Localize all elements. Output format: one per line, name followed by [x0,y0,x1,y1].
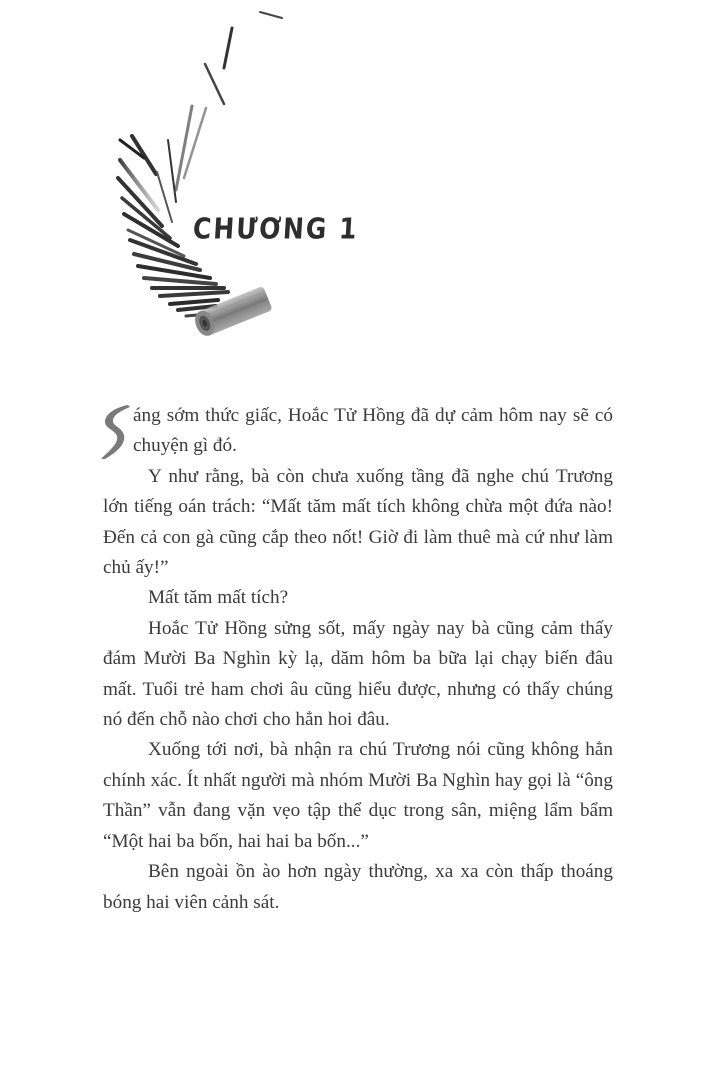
drop-cap-letter [133,401,134,402]
paragraph-text: áng sớm thức giấc, Hoắc Tử Hồng đã dự cảm hôm nay sẽ có chuyện gì đó. [133,405,613,457]
paragraph-2: Y như rằng, bà còn chưa xuống tầng đã nghe chú Trương lớn tiếng oán trách: “Mất tăm mất tích không chừa một đứa nào! Đến cả con gà cũng cắp theo nốt! Giờ đi làm thuê mà cứ như làm chủ ấy!” [103,465,613,579]
drop-cap-s-icon [99,403,131,461]
chapter-body [103,401,613,918]
chapter-title: CHƯƠNG 1 [191,212,360,246]
paragraph-6: Bên ngoài ồn ào hơn ngày thường, xa xa còn thấp thoáng bóng hai viên cảnh sát. [103,861,613,913]
brush-stroke-scroll-illustration [100,0,340,340]
paragraph-3: Mất tăm mất tích? [148,587,289,609]
paragraph-5: Xuống tới nơi, bà nhận ra chú Trương nói cũng không hẳn chính xác. Ít nhất người mà nhóm Mười Ba Nghìn hay gọi là “ông Thần” vẫn đang vặn vẹo tập thể dục trong sân, miệng lẩm bẩm “Một hai ba bốn, hai hai ba bốn...” [103,739,613,852]
paragraph-4: Hoắc Tử Hồng sửng sốt, mấy ngày nay bà cũng cảm thấy đám Mười Ba Nghìn kỳ lạ, dăm hôm ba bữa lại chạy biến đâu mất. Tuổi trẻ ham chơi âu cũng hiểu được, nhưng có thấy chúng nó đến chỗ nào chơi cho hẳn hoi đâu. [103,617,613,731]
paragraph-1 [103,401,613,462]
